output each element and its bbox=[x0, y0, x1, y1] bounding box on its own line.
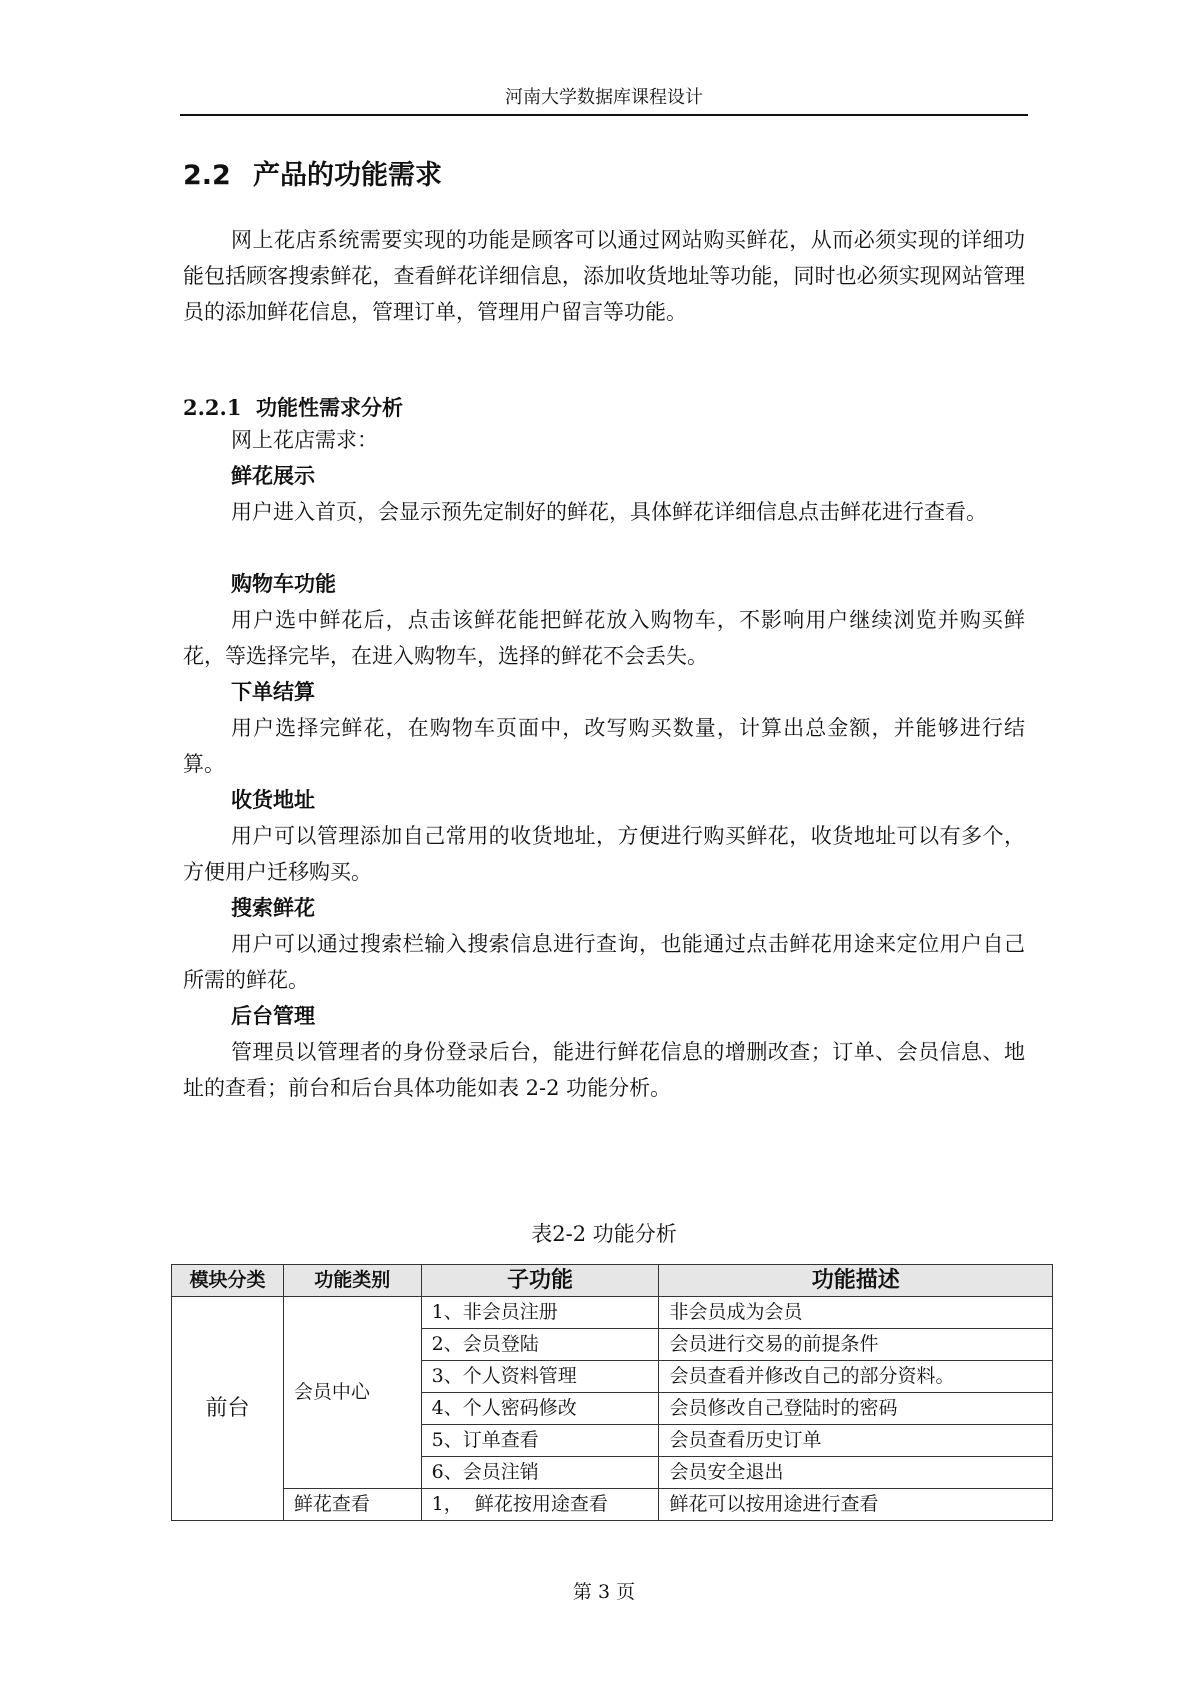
subfunction-cell: 1、非会员注册 bbox=[421, 1297, 659, 1329]
table-row bbox=[172, 1297, 1053, 1329]
subfunction-cell: 4、个人密码修改 bbox=[421, 1393, 659, 1425]
feature-title-admin: 后台管理 bbox=[231, 1004, 315, 1028]
column-header-subfunction: 子功能 bbox=[421, 1265, 659, 1297]
feature-title-address: 收货地址 bbox=[231, 788, 315, 812]
description-cell: 会员进行交易的前提条件 bbox=[659, 1329, 1053, 1361]
feature-text-admin: 管理员以管理者的身份登录后台，能进行鲜花信息的增删改查；订单、会员信息、地址的查看；前台和后台具体功能如表 2-2 功能分析。 bbox=[183, 1040, 1025, 1100]
feature-text-display: 用户进入首页，会显示预先定制好的鲜花，具体鲜花详细信息点击鲜花进行查看。 bbox=[231, 500, 987, 524]
requirements-label: 网上花店需求： bbox=[231, 428, 378, 452]
section-number: 2.2 bbox=[183, 160, 231, 191]
description-cell: 会员修改自己登陆时的密码 bbox=[659, 1393, 1053, 1425]
category-cell: 鲜花查看 bbox=[283, 1489, 421, 1521]
feature-text-checkout: 用户选择完鲜花，在购物车页面中，改写购买数量，计算出总金额，并能够进行结算。 bbox=[183, 716, 1025, 776]
feature-title-cart: 购物车功能 bbox=[231, 572, 336, 596]
table-header-row bbox=[172, 1265, 1053, 1297]
header-rule bbox=[180, 114, 1028, 116]
feature-text-cart: 用户选中鲜花后，点击该鲜花能把鲜花放入购物车，不影响用户继续浏览并购买鲜花，等选择完毕，在进入购物车，选择的鲜花不会丢失。 bbox=[183, 608, 1025, 668]
subfunction-cell: 2、会员登陆 bbox=[421, 1329, 659, 1361]
column-header-module: 模块分类 bbox=[172, 1265, 284, 1297]
column-header-description: 功能描述 bbox=[659, 1265, 1053, 1297]
intro-paragraph: 网上花店系统需要实现的功能是顾客可以通过网站购买鲜花，从而必须实现的详细功能包括顾客搜索鲜花，查看鲜花详细信息，添加收货地址等功能，同时也必须实现网站管理员的添加鲜花信息，管理订单，管理用户留言等功能。 bbox=[183, 228, 1025, 324]
page-number: 第 3 页 bbox=[572, 1581, 636, 1603]
module-cell: 前台 bbox=[172, 1297, 284, 1521]
subfunction-cell: 1， 鲜花按用途查看 bbox=[421, 1489, 659, 1521]
section-heading bbox=[183, 156, 442, 196]
subsection-heading bbox=[183, 392, 403, 424]
column-header-category: 功能类别 bbox=[283, 1265, 421, 1297]
feature-text-address: 用户可以管理添加自己常用的收货地址，方便进行购买鲜花，收货地址可以有多个，方便用户迁移购买。 bbox=[183, 824, 1025, 884]
description-cell: 会员安全退出 bbox=[659, 1457, 1053, 1489]
table-row bbox=[172, 1489, 1053, 1521]
subfunction-cell: 5、订单查看 bbox=[421, 1425, 659, 1457]
feature-title-checkout: 下单结算 bbox=[231, 680, 315, 704]
feature-text-search: 用户可以通过搜索栏输入搜索信息进行查询，也能通过点击鲜花用途来定位用户自己所需的鲜花。 bbox=[183, 932, 1025, 992]
description-cell: 鲜花可以按用途进行查看 bbox=[659, 1489, 1053, 1521]
page-header: 河南大学数据库课程设计 bbox=[505, 87, 703, 108]
category-cell: 会员中心 bbox=[283, 1297, 421, 1489]
subfunction-cell: 6、会员注销 bbox=[421, 1457, 659, 1489]
subsection-title: 功能性需求分析 bbox=[256, 395, 403, 420]
function-table bbox=[171, 1264, 1053, 1521]
subfunction-cell: 3、个人资料管理 bbox=[421, 1361, 659, 1393]
description-cell: 会员查看并修改自己的部分资料。 bbox=[659, 1361, 1053, 1393]
feature-title-display: 鲜花展示 bbox=[231, 464, 315, 488]
section-title: 产品的功能需求 bbox=[253, 160, 442, 191]
description-cell: 会员查看历史订单 bbox=[659, 1425, 1053, 1457]
description-cell: 非会员成为会员 bbox=[659, 1297, 1053, 1329]
feature-title-search: 搜索鲜花 bbox=[231, 896, 315, 920]
table-caption: 表2-2 功能分析 bbox=[531, 1222, 677, 1246]
subsection-number: 2.2.1 bbox=[183, 395, 242, 420]
